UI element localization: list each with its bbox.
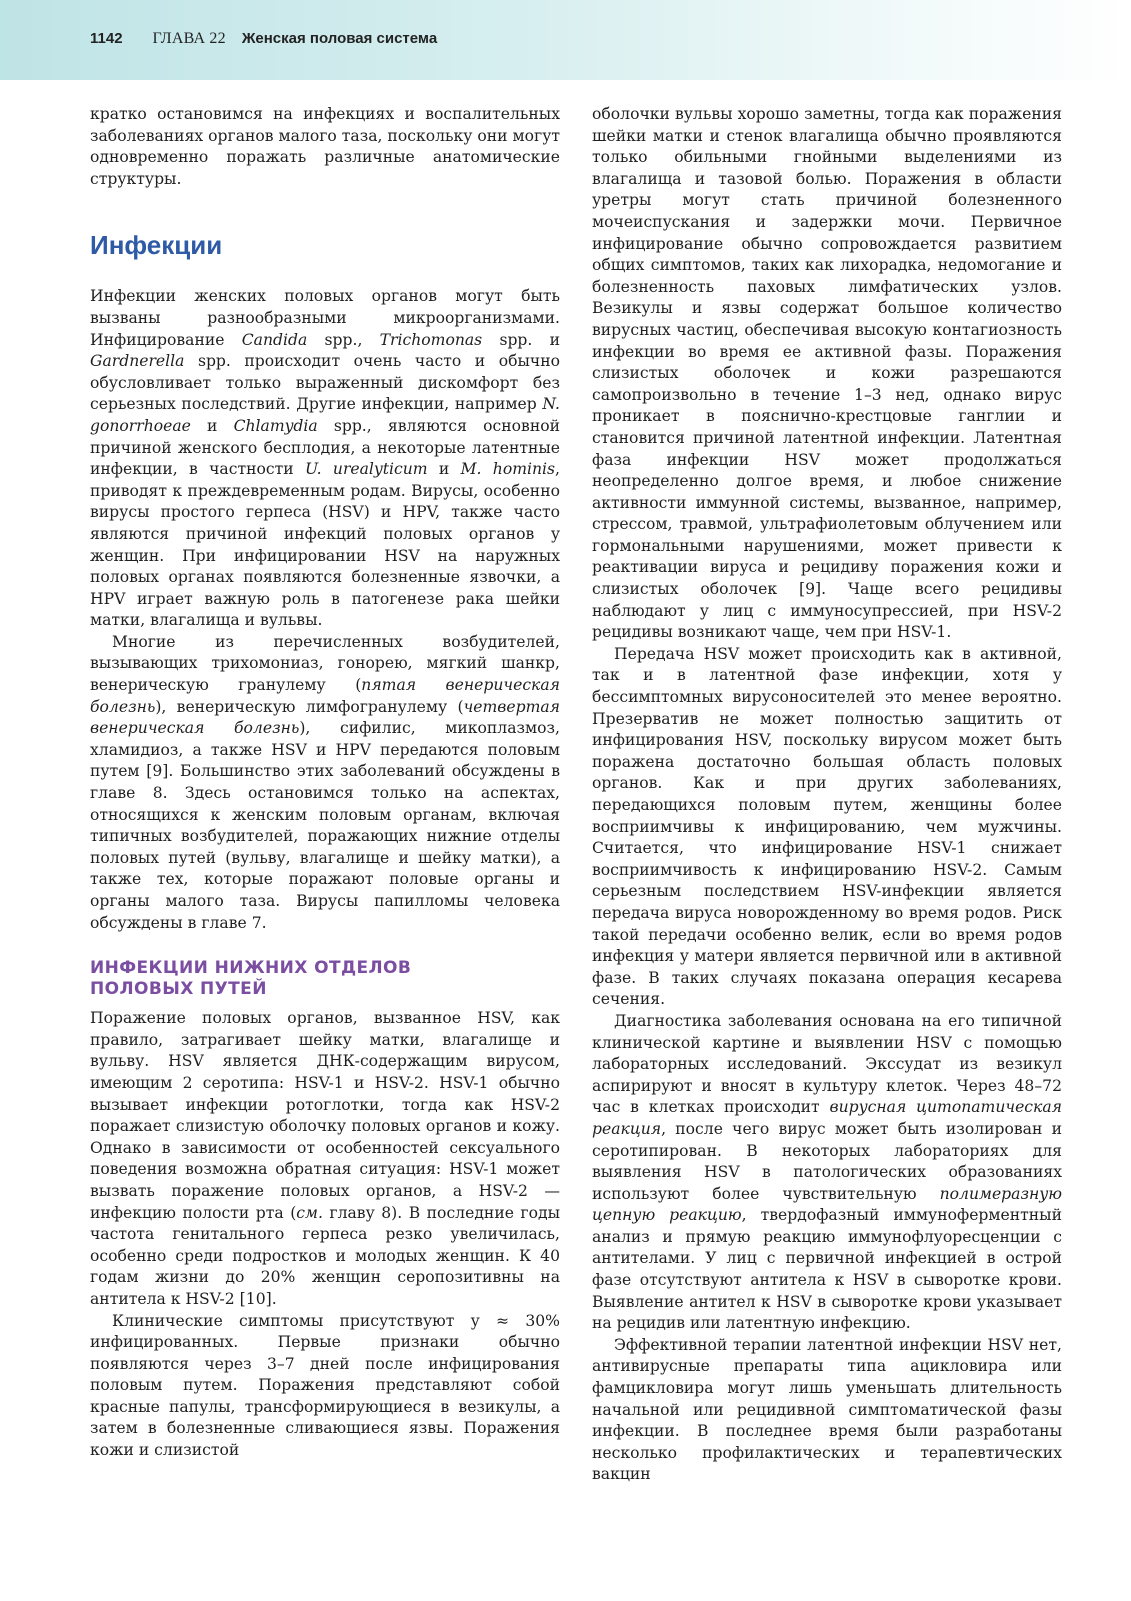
text-run: Многие из перечисленных возбудителей, вызывающих трихомониаз, гонорею, мягкий шанкр, венерическую гранулему ( [90,632,560,695]
text-run: , после чего вирус может быть изолирован и серотипирован. В некоторых лабораториях для выявления HSV в патологических образованиях используют более чувствительную [592,1119,1062,1203]
paragraph-lesions: оболочки вульвы хорошо заметны, тогда как поражения шейки матки и стенок влагалища обычно проявляются только обильными гнойными выделениями из влагалища и тазовой болью. Поражения в области уретры могут стать причиной болезненного мочеиспускания и задержки мочи. Первичное инфицирование обычно сопровождается развитием общих симптомов, таких как лихорадка, недомогание и болезненность паховых лимфатических узлов. Везикулы и язвы содержат большое количество вирусных частиц, обеспечивая высокую контагиозность инфекции во время ее активной фазы. Поражения слизистых оболочек и кожи разрешаются самопроизвольно в течение 1–3 нед, однако вирус проникает в пояснично-крестцовые ганглии и становится причиной латентной инфекции. Латентная фаза инфекции HSV может продолжаться неопределенно долгое время, и любое снижение активности иммунной системы, вызванное, например, стрессом, травмой, ультрафиолетовым облучением или гормональными нарушениями, может привести к реактивации вируса и рецидиву поражения кожи и слизистых оболочек [9]. Чаще всего рецидивы наблюдают у лиц с иммуносупрессией, при HSV-2 рецидивы возникают чаще, чем при HSV-1. [592,105,1062,642]
text-run: spp., являются основной причиной женского бесплодия, а некоторые латентные инфекции, в частности [90,416,560,479]
text-run: ), сифилис, микоплазмоз, хламидиоз, а также HSV и HPV передаются половым путем [9]. Большинство этих заболеваний обсуждены в главе 8. Здесь остановимся только на аспектах, относящихся к женским половым органам, включая типичных возбудителей, поражающих нижние отделы половых путей (вульву, влагалище и шейку матки), а также тех, которые поражают половые органы и органы малого таза. Вирусы папилломы человека обсуждены в главе 7. [90,719,560,932]
intro-paragraph: кратко остановимся на инфекциях и воспалительных заболеваниях органов малого таза, поскольку они могут одновременно поражать различные анатомические структуры. [90,105,560,188]
species-gardnerella: Gardnerella [90,352,185,371]
term-pcr: полимеразную цепную реакцию [592,1184,1062,1225]
paragraph-clinical-symptoms: Клинические симптомы присутствуют у ≈ 30% инфицированных. Первые признаки обычно появляются через 3–7 дней после инфицирования половым путем. Поражения представляют собой красные папулы, трансформирующиеся в везикулы, а затем в болезненные сливающиеся язвы. Поражения кожи и слизистой [90,1311,560,1460]
text-run: Инфекции женских половых органов могут быть вызваны разнообразными микроорганизмами. Инфицирование [90,287,560,349]
text-run: и [190,416,234,435]
right-column [592,104,1062,1486]
cross-reference: см. [296,1203,323,1222]
text-run: , твердофазный иммуноферментный анализ и прямую реакцию иммунофлуоресценции с антителами. У лиц с первичной инфекцией в острой фазе отсутствуют антитела к HSV в сыворотке крови. Выявление антител к HSV в сыворотке крови указывает на рецидив или латентную инфекцию. [592,1206,1062,1333]
subsection-heading-line: ИНФЕКЦИИ НИЖНИХ ОТДЕЛОВ [90,958,412,979]
term-cytopathic-reaction: вирусная цитопатическая реакция [592,1098,1062,1138]
text-run: Диагностика заболевания основана на его типичной клинической картине и выявлении HSV с помощью лабораторных исследований. Экссудат из везикул аспирируют и вносят в культуру клеток. Через 48–72 час в клетках происходит [592,1011,1062,1117]
paragraph-hsv [90,1008,560,1310]
paragraph-infections-overview [90,286,560,632]
species-chlamydia: Chlamydia [233,416,318,435]
running-head [0,0,1131,80]
term-fourth-venereal: четвертая венерическая болезнь [90,697,560,738]
chapter-label: ГЛАВА 22 [152,30,226,47]
text-run: главу 8). В последние годы частота генитального герпеса резко увеличилась, особенно среди подростков и молодых женщин. К 40 годам жизни до 20% женщин серопозитивны на антитела к HSV-2 [10]. [90,1203,561,1308]
species-trichomonas: Trichomonas [379,330,483,349]
paragraph-therapy: Эффективной терапии латентной инфекции HSV нет, антивирусные препараты типа ацикловира или фамцикловира могут лишь уменьшать длительность начальной или рецидивной симптоматической фазы инфекции. В последнее время были разработаны несколько профилактических и терапевтических вакцин [592,1335,1062,1484]
text-run: spp., [307,330,380,349]
species-urealyticum: U. urealyticum [304,460,428,479]
text-run: , приводят к преждевременным родам. Вирусы, особенно вирусы простого герпеса (HSV) и HPV, также часто являются причиной инфекций половых органов у женщин. При инфицировании HSV на наружных половых органах появляются болезненные язвочки, а HPV играет важную роль в патогенезе рака шейки матки, влагалища и вульвы. [90,460,560,630]
text-run: spp. происходит очень часто и обычно обусловливает только выраженный дискомфорт без серьезных последствий. Другие инфекции, например [90,352,560,414]
text-run: spp. и [482,330,561,349]
subsection-heading-lower-tract [90,958,560,1000]
species-gonorrhoeae: N. gonorrhoeae [90,395,560,435]
species-hominis: M. hominis [460,460,556,479]
subsection-heading-line: ПОЛОВЫХ ПУТЕЙ [90,979,267,1000]
term-fifth-venereal: пятая венерическая болезнь [90,676,560,716]
text-run: ), венерическую лимфогранулему ( [155,697,464,716]
paragraph-diagnostics [592,1011,1062,1335]
chapter-title: Женская половая система [241,30,438,47]
text-run: Поражение половых органов, вызванное HSV, как правило, затрагивает шейку матки, влагалище и вульву. HSV является ДНК-содержащим вирусом, имеющим 2 серотипа: HSV-1 и HSV-2. HSV-1 обычно вызывает инфекции ротоглотки, тогда как HSV-2 поражает слизистую оболочку половых органов и кожу. Однако в зависимости от особенностей сексуального поведения возможна обратная ситуация: HSV-1 может вызвать поражение половых органов, а HSV-2 — инфекцию полости рта ( [90,1009,560,1222]
text-run: и [427,460,461,479]
page-number: 1142 [90,30,123,47]
paragraph-transmission: Передача HSV может происходить как в активной, так и в латентной фазе инфекции, хотя у бессимптомных вирусоносителей это менее вероятно. Презерватив не может полностью защитить от инфицирования HSV, поскольку вирусом может быть поражена достаточно большая область половых органов. Как и при других заболеваниях, передающихся половым путем, женщины более восприимчивы к инфицированию, чем мужчины. Считается, что инфицирование HSV-1 снижает восприимчивость к инфицированию HSV-2. Самым серьезным последствием HSV-инфекции является передача вируса новорожденному во время родов. Риск такой передачи особенно велик, если во время родов инфекция у матери является первичной или в активной фазе. В таких случаях показана операция кесарева сечения. [592,644,1062,1009]
paragraph-stds [90,632,560,934]
left-column [90,104,560,1462]
section-heading-infections: Инфекции [90,230,223,261]
species-candida: Candida [241,330,308,349]
